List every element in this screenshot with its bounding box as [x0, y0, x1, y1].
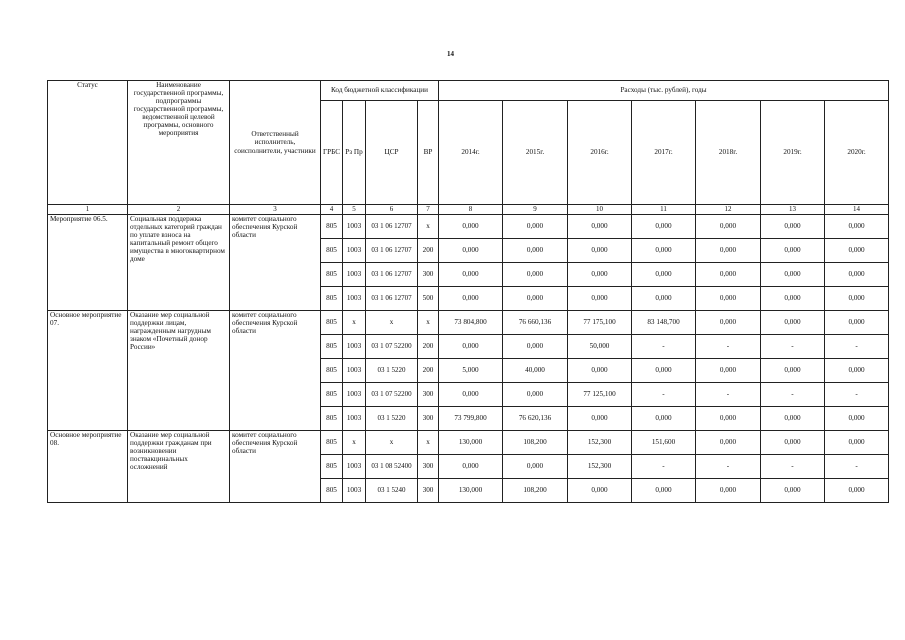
column-number: 6 [366, 205, 418, 215]
grbs-cell: 805 [321, 383, 343, 407]
expense-value: 0,000 [761, 431, 825, 455]
expense-value: 50,000 [568, 335, 632, 359]
expense-value: 73 799,800 [439, 407, 503, 431]
expense-value: - [761, 383, 825, 407]
expense-value: 0,000 [439, 455, 503, 479]
expense-value: 0,000 [568, 407, 632, 431]
expense-value: 0,000 [439, 287, 503, 311]
expense-value: 0,000 [825, 287, 889, 311]
column-number: 10 [568, 205, 632, 215]
group-status: Мероприятие 06.5. [48, 215, 128, 311]
vr-cell: 200 [418, 239, 439, 263]
grbs-cell: 805 [321, 335, 343, 359]
grbs-cell: 805 [321, 311, 343, 335]
csr-cell: 03 1 06 12707 [366, 287, 418, 311]
table-row [48, 311, 889, 335]
expense-value: 0,000 [632, 359, 696, 383]
expense-value: 0,000 [825, 215, 889, 239]
expense-value: - [632, 335, 696, 359]
csr-cell: 03 1 06 12707 [366, 239, 418, 263]
header-year: 2015г. [503, 101, 568, 205]
table-row [48, 215, 889, 239]
expense-value: 130,000 [439, 479, 503, 503]
column-number: 1 [48, 205, 128, 215]
rzpr-cell: 1003 [343, 263, 366, 287]
expense-value: 0,000 [761, 479, 825, 503]
expense-value: 152,300 [568, 455, 632, 479]
expense-value: 73 804,800 [439, 311, 503, 335]
header-name: Наименование государственной программы, подпрограммы государственной программы, ведомственной целевой программы, основного мероприятия [128, 81, 230, 205]
expense-value: 0,000 [761, 359, 825, 383]
vr-cell: 200 [418, 359, 439, 383]
expense-value: - [632, 383, 696, 407]
expense-value: 0,000 [503, 455, 568, 479]
header-budget-code: Код бюджетной классификации [321, 81, 439, 101]
expense-value: 0,000 [696, 479, 761, 503]
csr-cell: 03 1 07 52200 [366, 335, 418, 359]
header-csr: ЦСР [366, 101, 418, 205]
expense-value: 0,000 [503, 335, 568, 359]
expense-value: 0,000 [761, 287, 825, 311]
expense-value: 108,200 [503, 479, 568, 503]
expense-value: 152,300 [568, 431, 632, 455]
expense-value: - [825, 335, 889, 359]
expense-value: 0,000 [825, 479, 889, 503]
csr-cell: x [366, 431, 418, 455]
expense-value: 5,000 [439, 359, 503, 383]
expense-value: 0,000 [632, 287, 696, 311]
group-name: Социальная поддержка отдельных категорий граждан по уплате взноса на капитальный ремонт общего имущества в многоквартирном доме [128, 215, 230, 311]
rzpr-cell: 1003 [343, 359, 366, 383]
header-year: 2014г. [439, 101, 503, 205]
expense-value: 0,000 [696, 239, 761, 263]
header-year: 2019г. [761, 101, 825, 205]
expense-value: 0,000 [825, 359, 889, 383]
expense-value: 0,000 [568, 215, 632, 239]
group-responsible: комитет социального обеспечения Курской области [230, 215, 321, 311]
expense-value: 0,000 [503, 287, 568, 311]
expense-value: 0,000 [503, 263, 568, 287]
vr-cell: 300 [418, 479, 439, 503]
csr-cell: 03 1 5220 [366, 407, 418, 431]
expense-value: 0,000 [439, 239, 503, 263]
expense-value: 0,000 [439, 383, 503, 407]
expense-value: 151,600 [632, 431, 696, 455]
column-number: 11 [632, 205, 696, 215]
group-name: Оказание мер социальной поддержки лицам, награжденным нагрудным знаком «Почетный донор России» [128, 311, 230, 431]
expense-value: 0,000 [825, 263, 889, 287]
expense-value: 0,000 [439, 335, 503, 359]
column-number-row [48, 205, 889, 215]
page-number: 14 [447, 50, 454, 58]
group-responsible: комитет социального обеспечения Курской области [230, 311, 321, 431]
rzpr-cell: 1003 [343, 407, 366, 431]
csr-cell: 03 1 07 52200 [366, 383, 418, 407]
expense-value: 0,000 [632, 215, 696, 239]
expense-value: 0,000 [825, 239, 889, 263]
expense-value: 0,000 [696, 311, 761, 335]
expense-value: 0,000 [761, 215, 825, 239]
header-year: 2018г. [696, 101, 761, 205]
expense-value: 83 148,700 [632, 311, 696, 335]
column-number: 9 [503, 205, 568, 215]
csr-cell: 03 1 06 12707 [366, 263, 418, 287]
expense-value: 0,000 [568, 263, 632, 287]
grbs-cell: 805 [321, 287, 343, 311]
rzpr-cell: x [343, 431, 366, 455]
expense-value: 0,000 [503, 215, 568, 239]
grbs-cell: 805 [321, 431, 343, 455]
expense-value: 76 620,136 [503, 407, 568, 431]
rzpr-cell: 1003 [343, 335, 366, 359]
expense-value: - [696, 455, 761, 479]
csr-cell: x [366, 311, 418, 335]
csr-cell: 03 1 5220 [366, 359, 418, 383]
header-grbs: ГРБС [321, 101, 343, 205]
rzpr-cell: 1003 [343, 383, 366, 407]
expense-value: 0,000 [632, 479, 696, 503]
column-number: 5 [343, 205, 366, 215]
header-expenses: Расходы (тыс. рублей), годы [439, 81, 889, 101]
expense-value: 0,000 [761, 239, 825, 263]
grbs-cell: 805 [321, 479, 343, 503]
expense-value: 0,000 [568, 287, 632, 311]
expense-value: 0,000 [632, 239, 696, 263]
expense-value: 40,000 [503, 359, 568, 383]
expense-value: 130,000 [439, 431, 503, 455]
budget-table [47, 80, 889, 503]
expense-value: 0,000 [503, 239, 568, 263]
expense-value: 0,000 [825, 311, 889, 335]
expense-value: 0,000 [825, 431, 889, 455]
expense-value: 0,000 [503, 383, 568, 407]
vr-cell: 300 [418, 263, 439, 287]
vr-cell: 500 [418, 287, 439, 311]
rzpr-cell: 1003 [343, 215, 366, 239]
grbs-cell: 805 [321, 455, 343, 479]
column-number: 3 [230, 205, 321, 215]
expense-value: 76 660,136 [503, 311, 568, 335]
group-name: Оказание мер социальной поддержки гражданам при возникновении поствакцинальных осложнений [128, 431, 230, 503]
expense-value: 0,000 [696, 263, 761, 287]
rzpr-cell: 1003 [343, 287, 366, 311]
expense-value: 0,000 [632, 407, 696, 431]
table-body [48, 215, 889, 503]
rzpr-cell: 1003 [343, 239, 366, 263]
expense-value: 0,000 [696, 431, 761, 455]
column-number: 14 [825, 205, 889, 215]
rzpr-cell: 1003 [343, 479, 366, 503]
header-year: 2017г. [632, 101, 696, 205]
expense-value: - [761, 455, 825, 479]
column-number: 13 [761, 205, 825, 215]
vr-cell: 300 [418, 455, 439, 479]
expense-value: - [696, 335, 761, 359]
expense-value: - [696, 383, 761, 407]
grbs-cell: 805 [321, 239, 343, 263]
rzpr-cell: x [343, 311, 366, 335]
table-row [48, 431, 889, 455]
expense-value: 0,000 [439, 263, 503, 287]
expense-value: - [632, 455, 696, 479]
expense-value: 0,000 [696, 287, 761, 311]
header-vr: ВР [418, 101, 439, 205]
grbs-cell: 805 [321, 215, 343, 239]
group-status: Основное мероприятие 07. [48, 311, 128, 431]
column-number: 12 [696, 205, 761, 215]
vr-cell: 200 [418, 335, 439, 359]
header-year: 2016г. [568, 101, 632, 205]
column-number: 4 [321, 205, 343, 215]
expense-value: - [825, 455, 889, 479]
csr-cell: 03 1 06 12707 [366, 215, 418, 239]
expense-value: 0,000 [696, 359, 761, 383]
expense-value: 0,000 [761, 407, 825, 431]
grbs-cell: 805 [321, 263, 343, 287]
expense-value: 77 175,100 [568, 311, 632, 335]
vr-cell: 300 [418, 407, 439, 431]
expense-value: 0,000 [632, 263, 696, 287]
vr-cell: x [418, 431, 439, 455]
expense-value: 0,000 [439, 215, 503, 239]
expense-value: 0,000 [568, 359, 632, 383]
grbs-cell: 805 [321, 407, 343, 431]
expense-value: 0,000 [825, 407, 889, 431]
vr-cell: 300 [418, 383, 439, 407]
group-status: Основное мероприятие 08. [48, 431, 128, 503]
grbs-cell: 805 [321, 359, 343, 383]
header-status: Статус [48, 81, 128, 205]
column-number: 2 [128, 205, 230, 215]
expense-value: 0,000 [761, 311, 825, 335]
expense-value: 0,000 [761, 263, 825, 287]
expense-value: - [761, 335, 825, 359]
expense-value: 0,000 [568, 239, 632, 263]
expense-value: 0,000 [696, 407, 761, 431]
column-number: 7 [418, 205, 439, 215]
csr-cell: 03 1 08 52400 [366, 455, 418, 479]
expense-value: - [825, 383, 889, 407]
rzpr-cell: 1003 [343, 455, 366, 479]
expense-value: 0,000 [696, 215, 761, 239]
vr-cell: x [418, 311, 439, 335]
csr-cell: 03 1 5240 [366, 479, 418, 503]
header-responsible: Ответственный исполнитель, соисполнители, участники [230, 81, 321, 205]
expense-value: 77 125,100 [568, 383, 632, 407]
expense-value: 0,000 [568, 479, 632, 503]
expense-value: 108,200 [503, 431, 568, 455]
column-number: 8 [439, 205, 503, 215]
header-year: 2020г. [825, 101, 889, 205]
vr-cell: x [418, 215, 439, 239]
header-rzpr: Рз Пр [343, 101, 366, 205]
group-responsible: комитет социального обеспечения Курской области [230, 431, 321, 503]
